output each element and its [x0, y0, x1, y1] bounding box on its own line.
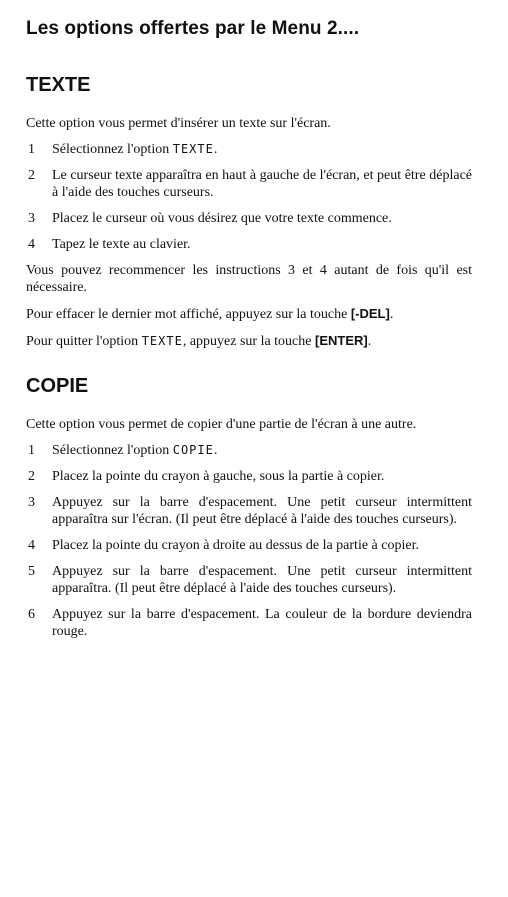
step-text: Placez le curseur où vous désirez que votre texte commence. — [52, 211, 392, 226]
copie-steps — [26, 442, 472, 640]
delete-punct: . — [389, 307, 394, 322]
texte-step-1 — [26, 141, 472, 158]
texte-step-2 — [26, 167, 472, 201]
step-number: 4 — [28, 538, 35, 553]
delete-instruction — [26, 305, 472, 323]
copie-step-6 — [26, 606, 472, 640]
step-text: Placez la pointe du crayon à gauche, sous la partie à copier. — [52, 469, 385, 484]
page-title: Les options offertes par le Menu 2.... — [26, 18, 360, 39]
repeat-note: Vous pouvez recommencer les instructions 3 et 4 autant de fois qu'il est nécessaire. — [26, 263, 472, 295]
step-number: 1 — [28, 443, 35, 458]
step-text: Sélectionnez l'option — [52, 142, 173, 157]
del-key-label: [-DEL] — [350, 306, 390, 321]
option-code: TEXTE — [172, 142, 214, 156]
step-number: 4 — [28, 237, 35, 252]
copie-step-2 — [26, 468, 472, 485]
step-text: Tapez le texte au clavier. — [52, 237, 191, 252]
copie-heading: COPIE — [26, 375, 89, 397]
texte-step-3 — [26, 210, 472, 227]
option-code: COPIE — [172, 443, 214, 457]
texte-intro: Cette option vous permet d'insérer un texte sur l'écran. — [26, 116, 331, 131]
enter-key-label: [ENTER] — [315, 333, 368, 348]
step-text: Sélectionnez l'option — [52, 443, 173, 458]
copie-step-1 — [26, 442, 472, 459]
step-number: 1 — [28, 142, 35, 157]
quit-text: Pour quitter l'option — [26, 334, 142, 349]
manual-page — [26, 18, 472, 649]
copie-step-4 — [26, 537, 472, 554]
step-number: 3 — [28, 495, 35, 510]
copie-intro: Cette option vous permet de copier d'une partie de l'écran à une autre. — [26, 417, 417, 432]
step-text: Appuyez sur la barre d'espacement. Une petit curseur intermittent apparaîtra sur l'écran. (Il peut être déplacé à l'aide des touches curseurs). — [52, 495, 472, 527]
step-number: 2 — [28, 469, 35, 484]
texte-steps — [26, 141, 472, 253]
copie-step-5 — [26, 563, 472, 597]
copie-section — [26, 375, 472, 640]
quit-instruction — [26, 332, 472, 350]
copie-step-3 — [26, 494, 472, 528]
texte-heading: TEXTE — [26, 74, 91, 96]
step-text: Appuyez sur la barre d'espacement. Une petit curseur intermittent apparaîtra. (Il peut être déplacé à l'aide des touches curseurs). — [52, 564, 472, 596]
step-punct: . — [213, 443, 218, 458]
step-text: Placez la pointe du crayon à droite au dessus de la partie à copier. — [52, 538, 419, 553]
quit-text-mid: , appuyez sur la touche — [182, 334, 315, 349]
option-code: TEXTE — [141, 334, 183, 348]
step-number: 6 — [28, 607, 35, 622]
step-text: Le curseur texte apparaîtra en haut à gauche de l'écran, et peut être déplacé à l'aide des touches curseurs. — [52, 168, 472, 200]
delete-text: Pour effacer le dernier mot affiché, appuyez sur la touche — [26, 307, 351, 322]
step-punct: . — [213, 142, 218, 157]
step-number: 3 — [28, 211, 35, 226]
step-number: 2 — [28, 168, 35, 183]
texte-section — [26, 74, 472, 350]
texte-step-4 — [26, 236, 472, 253]
step-text: Appuyez sur la barre d'espacement. La couleur de la bordure deviendra rouge. — [52, 607, 472, 639]
step-number: 5 — [28, 564, 35, 579]
quit-punct: . — [367, 334, 372, 349]
